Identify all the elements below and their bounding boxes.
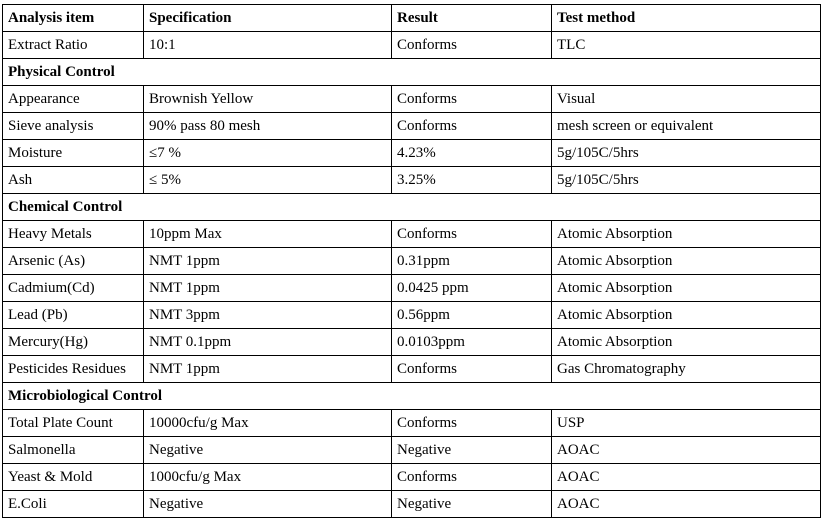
analysis-item-cell: Appearance [3, 86, 144, 113]
test-method-cell: Gas Chromatography [552, 356, 821, 383]
table-row [3, 140, 821, 167]
section-title: Microbiological Control [3, 383, 821, 410]
header-result: Result [392, 5, 552, 32]
section-header-row [3, 194, 821, 221]
analysis-item-cell: Arsenic (As) [3, 248, 144, 275]
header-analysis-item: Analysis item [3, 5, 144, 32]
specification-cell: 90% pass 80 mesh [144, 113, 392, 140]
test-method-cell: USP [552, 410, 821, 437]
test-method-cell: AOAC [552, 437, 821, 464]
test-method-cell: AOAC [552, 464, 821, 491]
specification-cell: 10000cfu/g Max [144, 410, 392, 437]
result-cell: Conforms [392, 113, 552, 140]
table-row [3, 329, 821, 356]
section-header-row [3, 383, 821, 410]
analysis-table [2, 4, 821, 518]
result-cell: 4.23% [392, 140, 552, 167]
analysis-item-cell: Sieve analysis [3, 113, 144, 140]
specification-cell: 10:1 [144, 32, 392, 59]
analysis-item-cell: Mercury(Hg) [3, 329, 144, 356]
result-cell: Conforms [392, 410, 552, 437]
result-cell: 0.0103ppm [392, 329, 552, 356]
test-method-cell: AOAC [552, 491, 821, 518]
specification-cell: NMT 0.1ppm [144, 329, 392, 356]
result-cell: Conforms [392, 221, 552, 248]
analysis-item-cell: Total Plate Count [3, 410, 144, 437]
analysis-item-cell: Extract Ratio [3, 32, 144, 59]
result-cell: Conforms [392, 86, 552, 113]
test-method-cell: 5g/105C/5hrs [552, 140, 821, 167]
table-row [3, 275, 821, 302]
section-title: Physical Control [3, 59, 821, 86]
result-cell: 3.25% [392, 167, 552, 194]
result-cell: 0.56ppm [392, 302, 552, 329]
specification-cell: NMT 1ppm [144, 275, 392, 302]
specification-cell: 10ppm Max [144, 221, 392, 248]
table-row [3, 491, 821, 518]
test-method-cell: Atomic Absorption [552, 221, 821, 248]
section-header-row [3, 59, 821, 86]
specification-cell: Brownish Yellow [144, 86, 392, 113]
analysis-item-cell: Yeast & Mold [3, 464, 144, 491]
analysis-item-cell: Ash [3, 167, 144, 194]
specification-cell: ≤7 % [144, 140, 392, 167]
analysis-item-cell: Cadmium(Cd) [3, 275, 144, 302]
table-header-row [3, 5, 821, 32]
table-row [3, 32, 821, 59]
result-cell: Conforms [392, 464, 552, 491]
analysis-item-cell: Lead (Pb) [3, 302, 144, 329]
test-method-cell: TLC [552, 32, 821, 59]
section-title: Chemical Control [3, 194, 821, 221]
test-method-cell: Visual [552, 86, 821, 113]
test-method-cell: 5g/105C/5hrs [552, 167, 821, 194]
result-cell: 0.0425 ppm [392, 275, 552, 302]
specification-cell: NMT 3ppm [144, 302, 392, 329]
table-row [3, 464, 821, 491]
table-body [3, 32, 821, 518]
analysis-item-cell: Pesticides Residues [3, 356, 144, 383]
test-method-cell: mesh screen or equivalent [552, 113, 821, 140]
table-row [3, 86, 821, 113]
table-row [3, 248, 821, 275]
test-method-cell: Atomic Absorption [552, 329, 821, 356]
analysis-item-cell: E.Coli [3, 491, 144, 518]
table-row [3, 410, 821, 437]
table-row [3, 221, 821, 248]
test-method-cell: Atomic Absorption [552, 275, 821, 302]
result-cell: Conforms [392, 32, 552, 59]
analysis-item-cell: Heavy Metals [3, 221, 144, 248]
table-row [3, 167, 821, 194]
table-row [3, 437, 821, 464]
result-cell: Negative [392, 491, 552, 518]
result-cell: Conforms [392, 356, 552, 383]
specification-cell: Negative [144, 491, 392, 518]
header-specification: Specification [144, 5, 392, 32]
specification-cell: ≤ 5% [144, 167, 392, 194]
table-row [3, 113, 821, 140]
analysis-item-cell: Moisture [3, 140, 144, 167]
test-method-cell: Atomic Absorption [552, 302, 821, 329]
table-row [3, 302, 821, 329]
specification-cell: NMT 1ppm [144, 356, 392, 383]
specification-cell: NMT 1ppm [144, 248, 392, 275]
test-method-cell: Atomic Absorption [552, 248, 821, 275]
specification-cell: 1000cfu/g Max [144, 464, 392, 491]
result-cell: Negative [392, 437, 552, 464]
result-cell: 0.31ppm [392, 248, 552, 275]
header-test-method: Test method [552, 5, 821, 32]
specification-cell: Negative [144, 437, 392, 464]
analysis-item-cell: Salmonella [3, 437, 144, 464]
table-row [3, 356, 821, 383]
